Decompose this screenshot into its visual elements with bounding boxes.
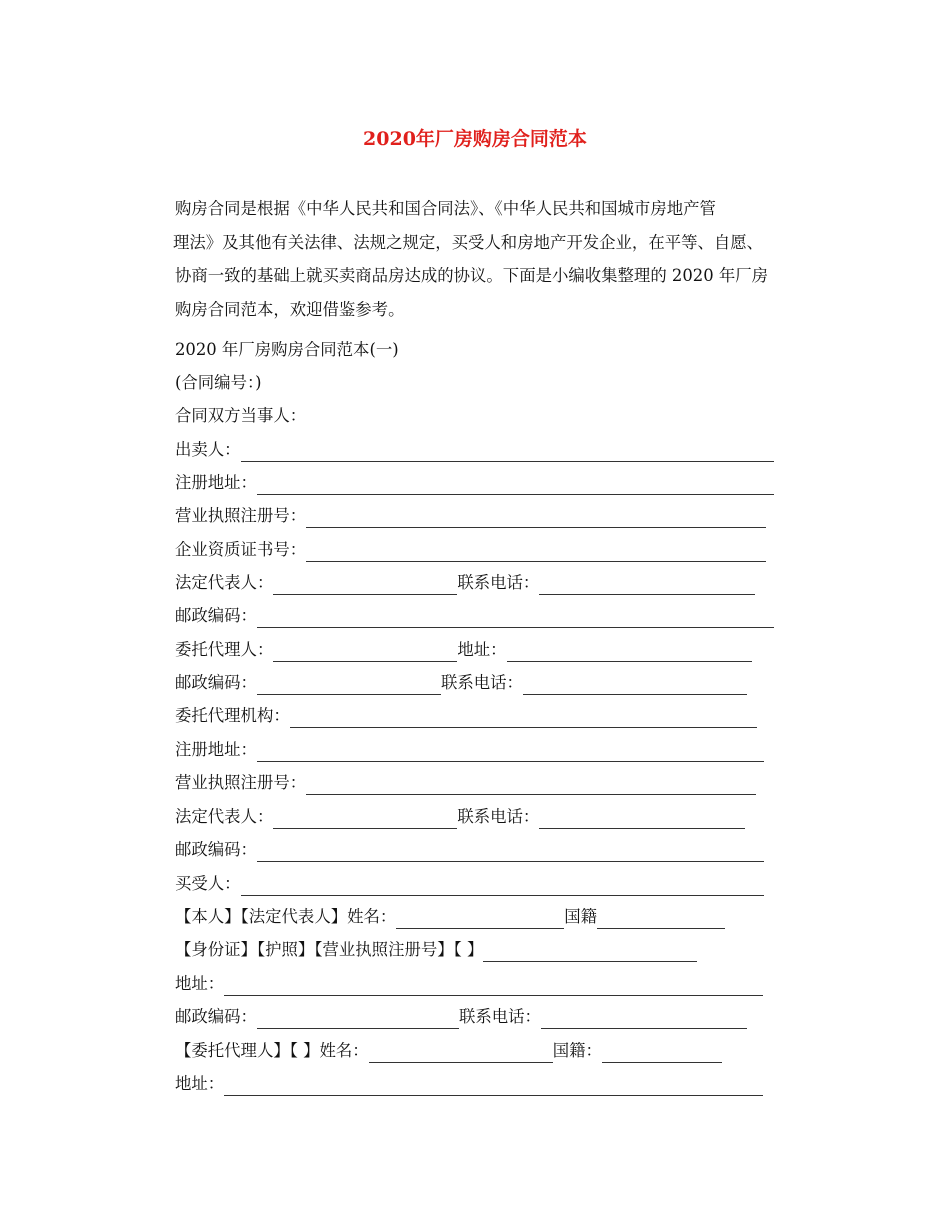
seller-postcode-row bbox=[175, 604, 774, 628]
agency-rep-row bbox=[175, 805, 745, 829]
intro-line: 理法》及其他有关法律、法规之规定，买受人和房地产开发企业，在平等、自愿、 bbox=[173, 232, 764, 252]
agency-postcode-blank[interactable] bbox=[257, 843, 764, 862]
field-label: 联系电话： bbox=[457, 807, 540, 826]
field-label: 【委托代理人】【 】姓名： bbox=[175, 1041, 369, 1060]
parties-heading-row bbox=[175, 404, 306, 428]
parties-heading: 合同双方当事人： bbox=[175, 406, 307, 425]
field-label: 联系电话： bbox=[440, 673, 523, 692]
field-label: 法定代表人： bbox=[175, 573, 274, 592]
field-label: 企业资质证书号： bbox=[175, 540, 307, 559]
agency-postcode-row bbox=[175, 838, 764, 862]
field-label: 买受人： bbox=[175, 874, 241, 893]
buyer-postcode-row bbox=[175, 1005, 747, 1029]
agent-postcode-blank[interactable] bbox=[257, 676, 441, 695]
agency-rep-blank[interactable] bbox=[273, 810, 457, 829]
buyer-phone-blank[interactable] bbox=[541, 1010, 747, 1029]
buyer-agent-row bbox=[175, 1039, 722, 1063]
subtitle-row bbox=[175, 338, 399, 362]
field-label: 联系电话： bbox=[457, 573, 540, 592]
seller-row bbox=[175, 438, 774, 462]
buyer-name-row bbox=[175, 905, 725, 929]
document-title: 2020年厂房购房合同范本 bbox=[363, 128, 587, 150]
field-label: 国籍： bbox=[552, 1041, 602, 1060]
field-label: 营业执照注册号： bbox=[175, 773, 307, 792]
field-label: 委托代理人： bbox=[175, 640, 274, 659]
agency-address-blank[interactable] bbox=[257, 743, 764, 762]
section-subtitle: 2020 年厂房购房合同范本(一) bbox=[175, 340, 399, 359]
field-label: 法定代表人： bbox=[175, 807, 274, 826]
seller-address-blank[interactable] bbox=[257, 476, 774, 495]
field-label: 邮政编码： bbox=[175, 673, 257, 692]
field-label: 地址： bbox=[457, 640, 507, 659]
seller-rep-blank[interactable] bbox=[273, 576, 457, 595]
intro-line: 购房合同是根据《中华人民共和国合同法》、《中华人民共和国城市房地产管 bbox=[175, 199, 716, 218]
field-label: 营业执照注册号： bbox=[175, 506, 307, 525]
agency-address-row bbox=[175, 738, 764, 762]
seller-rep-phone-blank[interactable] bbox=[539, 576, 755, 595]
seller-postcode-blank[interactable] bbox=[257, 609, 774, 628]
buyer-agent-name-blank[interactable] bbox=[369, 1044, 553, 1063]
field-label: 注册地址： bbox=[175, 473, 257, 492]
agency-license-blank[interactable] bbox=[306, 776, 756, 795]
intro-paragraph bbox=[175, 192, 815, 326]
agent-phone-blank[interactable] bbox=[523, 676, 747, 695]
seller-blank[interactable] bbox=[241, 443, 774, 462]
agent-postcode-row bbox=[175, 671, 747, 695]
field-label: 【本人】【法定代表人】姓名： bbox=[175, 907, 397, 926]
buyer-nationality-blank[interactable] bbox=[597, 910, 725, 929]
seller-rep-row bbox=[175, 571, 755, 595]
buyer-address-blank[interactable] bbox=[224, 977, 763, 996]
agent-row bbox=[175, 638, 752, 662]
buyer-agent-nationality-blank[interactable] bbox=[602, 1044, 722, 1063]
field-label: 邮政编码： bbox=[175, 840, 257, 859]
intro-line: 协商一致的基础上就买卖商品房达成的协议。下面是小编收集整理的 2020 年厂房 bbox=[175, 266, 769, 285]
seller-license-blank[interactable] bbox=[306, 509, 766, 528]
intro-line: 购房合同范本，欢迎借鉴参考。 bbox=[175, 299, 405, 319]
field-label: 联系电话： bbox=[458, 1007, 541, 1026]
buyer-blank[interactable] bbox=[241, 877, 764, 896]
agent-address-blank[interactable] bbox=[507, 643, 752, 662]
buyer-name-blank[interactable] bbox=[396, 910, 564, 929]
field-label: 邮政编码： bbox=[175, 1007, 257, 1026]
field-label: 【身份证】【护照】【营业执照注册号】【 】 bbox=[175, 940, 484, 959]
agency-rep-phone-blank[interactable] bbox=[539, 810, 745, 829]
buyer-agent-address-blank[interactable] bbox=[224, 1077, 763, 1096]
seller-address-row bbox=[175, 471, 774, 495]
buyer-address-row bbox=[175, 972, 763, 996]
field-label: 国籍 bbox=[564, 907, 598, 926]
agency-blank[interactable] bbox=[290, 709, 757, 728]
seller-cert-row bbox=[175, 538, 766, 562]
buyer-id-blank[interactable] bbox=[483, 943, 697, 962]
seller-cert-blank[interactable] bbox=[306, 543, 766, 562]
agency-row bbox=[175, 704, 757, 728]
agent-blank[interactable] bbox=[273, 643, 457, 662]
buyer-row bbox=[175, 872, 764, 896]
buyer-id-row bbox=[175, 938, 697, 962]
field-label: 地址： bbox=[175, 974, 225, 993]
agency-license-row bbox=[175, 771, 756, 795]
field-label: 地址： bbox=[175, 1074, 225, 1093]
seller-license-row bbox=[175, 504, 766, 528]
contract-number: (合同编号：) bbox=[175, 373, 262, 392]
field-label: 出卖人： bbox=[175, 440, 241, 459]
buyer-agent-address-row bbox=[175, 1072, 763, 1096]
buyer-postcode-blank[interactable] bbox=[257, 1010, 459, 1029]
field-label: 委托代理机构： bbox=[175, 706, 290, 725]
field-label: 注册地址： bbox=[175, 740, 257, 759]
contract-no-row bbox=[175, 371, 262, 395]
field-label: 邮政编码： bbox=[175, 606, 257, 625]
